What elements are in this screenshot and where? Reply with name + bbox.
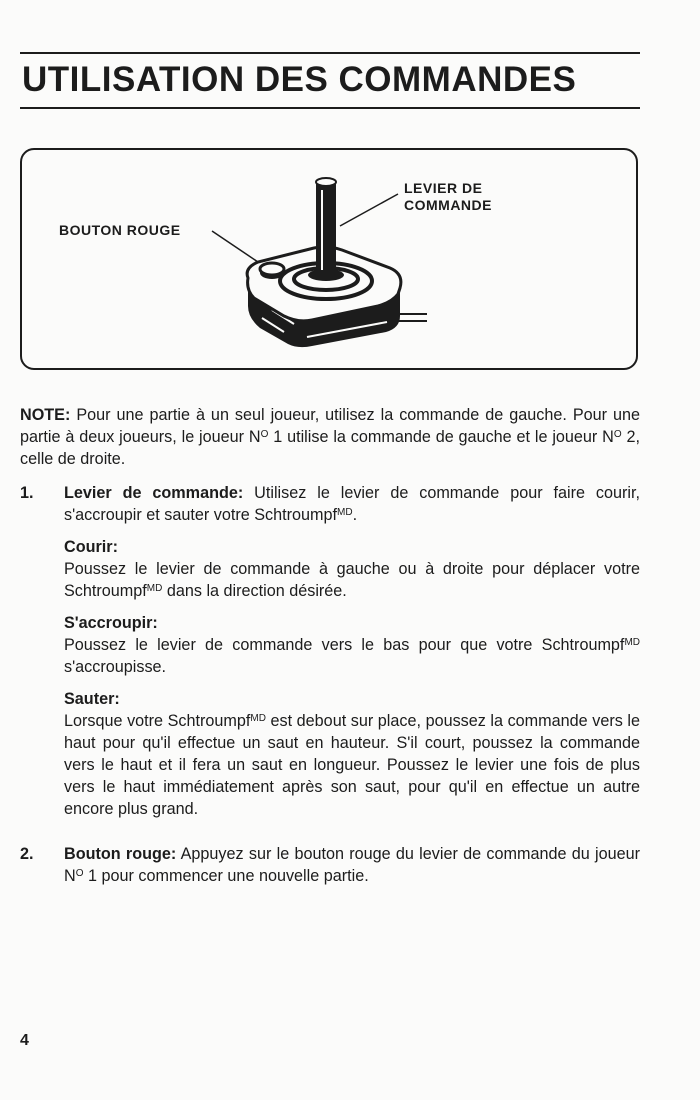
note-text-part1: Pour une partie à un seul joueur, utilisez la commande de gauche. Pour une partie à deux joueurs, le joueur N (20, 406, 640, 446)
subsection-heading: S'accroupir: (64, 614, 158, 632)
lever-label (404, 180, 492, 214)
note-heading: NOTE: (20, 406, 71, 424)
note-paragraph (20, 404, 640, 470)
joystick-illustration (20, 148, 638, 370)
superscript-md: MD (146, 583, 163, 594)
subsection-courir (20, 536, 640, 602)
superscript-md: MD (337, 507, 353, 518)
item-1 (20, 482, 640, 820)
subsection-text-end: s'accroupisse. (64, 658, 167, 676)
title-underline (20, 107, 640, 109)
item-number: 2. (20, 845, 34, 863)
subsection-heading: Courir: (64, 538, 118, 556)
superscript-md: MD (250, 713, 266, 724)
lever-label-line1: LEVIER DE (404, 180, 483, 196)
subsection-text-end: est debout sur place, poussez la commande vers le haut pour qu'il effectue un saut en hauteur. S'il court, poussez la commande vers le haut et il fera un saut en longueur. Poussez le levier une fois de plus vers le haut immédiatement après son saut, pour qu'il en effectue un autre encore plus grand. (64, 712, 640, 818)
subsection-text: Lorsque votre Schtroumpf (64, 712, 251, 730)
superscript-md: MD (624, 637, 640, 648)
superscript-o: O (75, 868, 84, 879)
item-heading: Bouton rouge: (64, 845, 177, 863)
subsection-saccroupir (20, 612, 640, 678)
note-text-part3: 2, celle de droite. (20, 428, 641, 468)
item-text: Utilisez le levier de commande pour faire courir, s'accroupir et sauter votre Schtroumpf (64, 484, 640, 524)
joystick-drawing (22, 150, 636, 368)
item-heading: Levier de commande: (64, 484, 244, 502)
item-number: 1. (20, 484, 34, 502)
button-label: BOUTON ROUGE (59, 222, 181, 238)
subsection-text-end: dans la direction désirée. (162, 582, 347, 600)
item-text-end: 1 pour commencer une nouvelle partie. (83, 867, 369, 885)
page-number: 4 (20, 1032, 29, 1049)
top-rule (20, 52, 640, 54)
superscript-o: O (613, 429, 622, 440)
note-text-part2: 1 utilise la commande de gauche et le joueur N (268, 428, 614, 446)
subsection-heading: Sauter: (64, 690, 120, 708)
subsection-sauter (20, 688, 640, 820)
item-text-end: . (352, 506, 358, 524)
superscript-o: O (260, 429, 269, 440)
page-title: UTILISATION DES COMMANDES (22, 60, 577, 99)
lever-label-line2: COMMANDE (404, 197, 492, 213)
item-text: Appuyez sur le bouton rouge du levier de commande du joueur N (64, 845, 640, 885)
item-2 (20, 843, 640, 887)
subsection-text: Poussez le levier de commande vers le bas pour que votre Schtroumpf (64, 636, 625, 654)
subsection-text: Poussez le levier de commande à gauche ou à droite pour déplacer votre Schtroumpf (64, 560, 640, 600)
